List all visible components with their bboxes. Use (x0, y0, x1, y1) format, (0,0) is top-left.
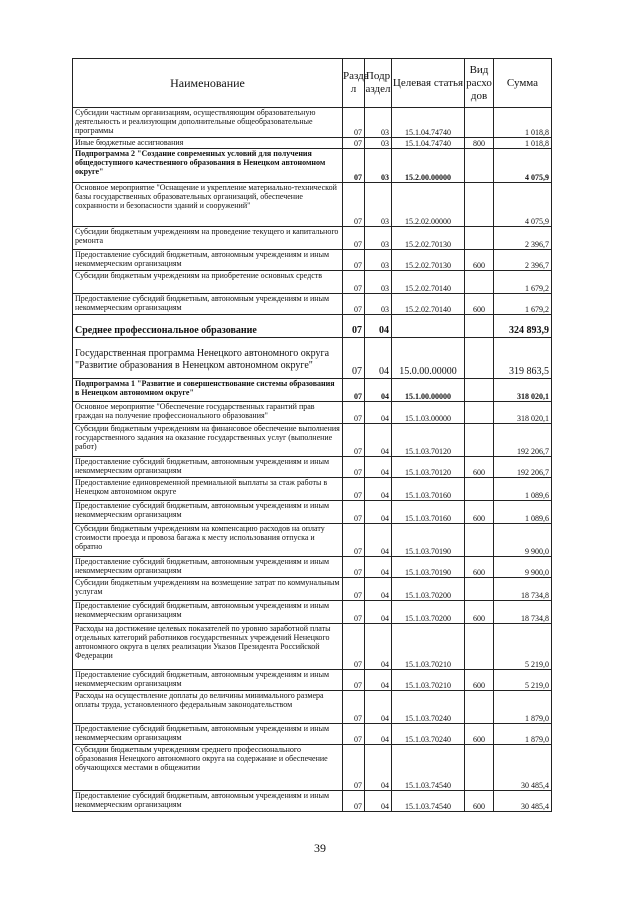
row-target: 15.1.03.70200 (392, 601, 465, 624)
row-target: 15.1.04.74740 (392, 108, 465, 138)
row-name: Субсидии бюджетным учреждениям среднего профессионального образования Ненецкого автономного округа на содержание и обеспечение обучающихся местами в общежитии (73, 745, 343, 791)
row-name: Субсидии бюджетным учреждениям на приобретение основных средств (73, 271, 343, 294)
row-target: 15.1.03.74540 (392, 745, 465, 791)
row-section: 07 (343, 149, 365, 183)
row-expense-type (465, 578, 494, 601)
row-target: 15.2.02.00000 (392, 183, 465, 227)
row-sum: 1 089,6 (494, 478, 552, 501)
row-section: 07 (343, 108, 365, 138)
row-subsection: 04 (365, 691, 392, 724)
row-expense-type: 800 (465, 138, 494, 149)
row-expense-type: 600 (465, 457, 494, 478)
row-sum: 192 206,7 (494, 457, 552, 478)
row-subsection: 03 (365, 138, 392, 149)
table-row (73, 108, 552, 138)
table-row (73, 724, 552, 745)
row-subsection: 03 (365, 271, 392, 294)
row-subsection: 04 (365, 457, 392, 478)
row-section: 07 (343, 578, 365, 601)
row-sum: 4 075,9 (494, 183, 552, 227)
header-sum: Сумма (494, 59, 552, 108)
page-number: 39 (314, 841, 326, 855)
row-sum: 1 089,6 (494, 501, 552, 524)
row-target: 15.1.04.74740 (392, 138, 465, 149)
row-subsection: 03 (365, 183, 392, 227)
row-sum: 1 879,0 (494, 691, 552, 724)
row-sum: 192 206,7 (494, 424, 552, 457)
row-sum: 324 893,9 (494, 315, 552, 338)
row-subsection: 03 (365, 250, 392, 271)
row-section: 07 (343, 478, 365, 501)
row-target: 15.1.03.74540 (392, 791, 465, 812)
row-sum: 319 863,5 (494, 338, 552, 379)
row-sum: 5 219,0 (494, 624, 552, 670)
row-name: Субсидии бюджетным учреждениям на компенсацию расходов на оплату стоимости проезда и провоза багажа к месту использования отпуска и обратно (73, 524, 343, 557)
table-row (73, 624, 552, 670)
row-expense-type (465, 271, 494, 294)
header-section: Разде л (343, 59, 365, 108)
row-name: Расходы на осуществление доплаты до величины минимального размера оплаты труда, установленного федеральным законодательством (73, 691, 343, 724)
row-target: 15.2.02.70130 (392, 250, 465, 271)
table-row (73, 791, 552, 812)
row-sum: 5 219,0 (494, 670, 552, 691)
row-section: 07 (343, 524, 365, 557)
row-subsection: 04 (365, 478, 392, 501)
row-sum: 18 734,8 (494, 601, 552, 624)
table-row (73, 524, 552, 557)
row-subsection: 04 (365, 338, 392, 379)
row-section: 07 (343, 183, 365, 227)
table-row (73, 271, 552, 294)
row-sum: 1 018,8 (494, 138, 552, 149)
row-expense-type: 600 (465, 250, 494, 271)
table-row (73, 138, 552, 149)
row-section: 07 (343, 791, 365, 812)
row-section: 07 (343, 457, 365, 478)
row-subsection: 03 (365, 149, 392, 183)
row-expense-type: 600 (465, 601, 494, 624)
table-row (73, 745, 552, 791)
row-sum: 1 018,8 (494, 108, 552, 138)
row-name: Предоставление субсидий бюджетным, автономным учреждениям и иным некоммерческим организациям (73, 601, 343, 624)
row-section: 07 (343, 271, 365, 294)
row-expense-type (465, 524, 494, 557)
table-row (73, 183, 552, 227)
row-expense-type (465, 108, 494, 138)
header-subsection: Подр аздел (365, 59, 392, 108)
row-target: 15.0.00.00000 (392, 338, 465, 379)
row-subsection: 04 (365, 424, 392, 457)
row-name: Государственная программа Ненецкого автономного округа "Развитие образования в Ненецком автономном округе" (73, 338, 343, 379)
row-expense-type (465, 379, 494, 402)
row-expense-type (465, 315, 494, 338)
row-sum: 18 734,8 (494, 578, 552, 601)
row-section: 07 (343, 379, 365, 402)
table-row (73, 478, 552, 501)
row-expense-type: 600 (465, 501, 494, 524)
row-name: Предоставление субсидий бюджетным, автономным учреждениям и иным некоммерческим организациям (73, 724, 343, 745)
row-target: 15.1.03.70120 (392, 424, 465, 457)
row-subsection: 03 (365, 227, 392, 250)
row-target (392, 315, 465, 338)
row-subsection: 04 (365, 791, 392, 812)
row-target: 15.1.03.70120 (392, 457, 465, 478)
row-name: Субсидии бюджетным учреждениям на проведение текущего и капитального ремонта (73, 227, 343, 250)
table-row (73, 691, 552, 724)
header-target: Целевая статья (392, 59, 465, 108)
table-row (73, 424, 552, 457)
row-name: Предоставление субсидий бюджетным, автономным учреждениям и иным некоммерческим организациям (73, 457, 343, 478)
row-name: Субсидии частным организациям, осуществляющим образовательную деятельность и реализующим дополнительные общеобразовательные программы (73, 108, 343, 138)
row-sum: 30 485,4 (494, 745, 552, 791)
row-section: 07 (343, 402, 365, 424)
row-expense-type (465, 624, 494, 670)
row-target: 15.1.03.70160 (392, 478, 465, 501)
row-name: Иные бюджетные ассигнования (73, 138, 343, 149)
row-sum: 318 020,1 (494, 402, 552, 424)
row-subsection: 03 (365, 294, 392, 315)
row-section: 07 (343, 315, 365, 338)
header-name: Наименование (73, 59, 343, 108)
row-subsection: 03 (365, 108, 392, 138)
row-name: Предоставление субсидий бюджетным, автономным учреждениям и иным некоммерческим организациям (73, 557, 343, 578)
row-target: 15.2.02.70130 (392, 227, 465, 250)
row-expense-type: 600 (465, 724, 494, 745)
row-section: 07 (343, 227, 365, 250)
row-section: 07 (343, 601, 365, 624)
row-expense-type (465, 402, 494, 424)
table-row (73, 501, 552, 524)
row-name: Субсидии бюджетным учреждениям на финансовое обеспечение выполнения государственного задания на оказание государственных услуг (выполнение работ) (73, 424, 343, 457)
row-expense-type (465, 227, 494, 250)
row-target: 15.1.03.70190 (392, 524, 465, 557)
row-section: 07 (343, 624, 365, 670)
budget-table (72, 58, 552, 812)
table-row (73, 294, 552, 315)
row-target: 15.2.02.70140 (392, 271, 465, 294)
row-sum: 9 900,0 (494, 524, 552, 557)
row-subsection: 04 (365, 501, 392, 524)
table-row (73, 670, 552, 691)
row-section: 07 (343, 501, 365, 524)
row-sum: 30 485,4 (494, 791, 552, 812)
row-expense-type: 600 (465, 791, 494, 812)
row-section: 07 (343, 557, 365, 578)
table-row (73, 227, 552, 250)
row-sum: 318 020,1 (494, 379, 552, 402)
row-section: 07 (343, 670, 365, 691)
row-subsection: 04 (365, 402, 392, 424)
table-row (73, 149, 552, 183)
row-name: Предоставление субсидий бюджетным, автономным учреждениям и иным некоммерческим организациям (73, 250, 343, 271)
row-expense-type: 600 (465, 670, 494, 691)
row-section: 07 (343, 250, 365, 271)
table-header-row (73, 59, 552, 108)
table-row (73, 578, 552, 601)
row-name: Предоставление субсидий бюджетным, автономным учреждениям и иным некоммерческим организациям (73, 791, 343, 812)
row-sum: 9 900,0 (494, 557, 552, 578)
row-section: 07 (343, 424, 365, 457)
row-subsection: 04 (365, 557, 392, 578)
row-target: 15.1.03.70190 (392, 557, 465, 578)
row-name: Подпрограмма 1 "Развитие и совершенствование системы образования в Ненецком автономном округе" (73, 379, 343, 402)
row-subsection: 04 (365, 379, 392, 402)
row-expense-type (465, 424, 494, 457)
row-subsection: 04 (365, 524, 392, 557)
table-row (73, 250, 552, 271)
row-target: 15.1.03.70210 (392, 624, 465, 670)
row-name: Основное мероприятие "Оснащение и укрепление материально-технической базы государственных образовательных организаций, обеспечение сохранности и безопасности зданий и сооружений" (73, 183, 343, 227)
row-section: 07 (343, 745, 365, 791)
row-name: Расходы на достижение целевых показателей по уровню заработной платы отдельных категорий работников государственных учреждений Ненецкого автономного округа в целях реализации Указов Президента Российской Федерации (73, 624, 343, 670)
row-name: Субсидии бюджетным учреждениям на возмещение затрат по коммунальным услугам (73, 578, 343, 601)
row-expense-type: 600 (465, 557, 494, 578)
row-name: Основное мероприятие "Обеспечение государственных гарантий прав граждан на получение профессионального образования" (73, 402, 343, 424)
table-row (73, 457, 552, 478)
row-name: Предоставление субсидий бюджетным, автономным учреждениям и иным некоммерческим организациям (73, 294, 343, 315)
table-row (73, 338, 552, 379)
row-expense-type: 600 (465, 294, 494, 315)
row-sum: 1 879,0 (494, 724, 552, 745)
table-row (73, 379, 552, 402)
row-subsection: 04 (365, 624, 392, 670)
row-name: Предоставление единовременной премиальной выплаты за стаж работы в Ненецком автономном округе (73, 478, 343, 501)
row-subsection: 04 (365, 601, 392, 624)
row-sum: 1 679,2 (494, 294, 552, 315)
row-expense-type (465, 149, 494, 183)
row-target: 15.1.03.70160 (392, 501, 465, 524)
row-target: 15.1.03.70240 (392, 724, 465, 745)
row-section: 07 (343, 691, 365, 724)
row-section: 07 (343, 294, 365, 315)
row-subsection: 04 (365, 578, 392, 601)
row-expense-type (465, 691, 494, 724)
row-target: 15.1.03.70200 (392, 578, 465, 601)
row-target: 15.1.00.00000 (392, 379, 465, 402)
table-row (73, 601, 552, 624)
row-expense-type (465, 338, 494, 379)
row-name: Подпрограмма 2 "Создание современных условий для получения общедоступного качественного образования в Ненецком автономном округе" (73, 149, 343, 183)
row-section: 07 (343, 724, 365, 745)
row-name: Предоставление субсидий бюджетным, автономным учреждениям и иным некоммерческим организациям (73, 501, 343, 524)
row-target: 15.1.03.70210 (392, 670, 465, 691)
row-subsection: 04 (365, 670, 392, 691)
row-target: 15.1.03.00000 (392, 402, 465, 424)
row-subsection: 04 (365, 315, 392, 338)
row-name: Среднее профессиональное образование (73, 315, 343, 338)
row-target: 15.2.00.00000 (392, 149, 465, 183)
row-sum: 4 075,9 (494, 149, 552, 183)
table-row (73, 557, 552, 578)
row-subsection: 04 (365, 724, 392, 745)
row-expense-type (465, 745, 494, 791)
table-row (73, 315, 552, 338)
row-expense-type (465, 183, 494, 227)
row-name: Предоставление субсидий бюджетным, автономным учреждениям и иным некоммерческим организациям (73, 670, 343, 691)
table-row (73, 402, 552, 424)
header-expense-type: Вид расхо дов (465, 59, 494, 108)
row-sum: 1 679,2 (494, 271, 552, 294)
row-sum: 2 396,7 (494, 227, 552, 250)
row-target: 15.1.03.70240 (392, 691, 465, 724)
row-section: 07 (343, 338, 365, 379)
row-expense-type (465, 478, 494, 501)
row-subsection: 04 (365, 745, 392, 791)
row-section: 07 (343, 138, 365, 149)
row-sum: 2 396,7 (494, 250, 552, 271)
row-target: 15.2.02.70140 (392, 294, 465, 315)
